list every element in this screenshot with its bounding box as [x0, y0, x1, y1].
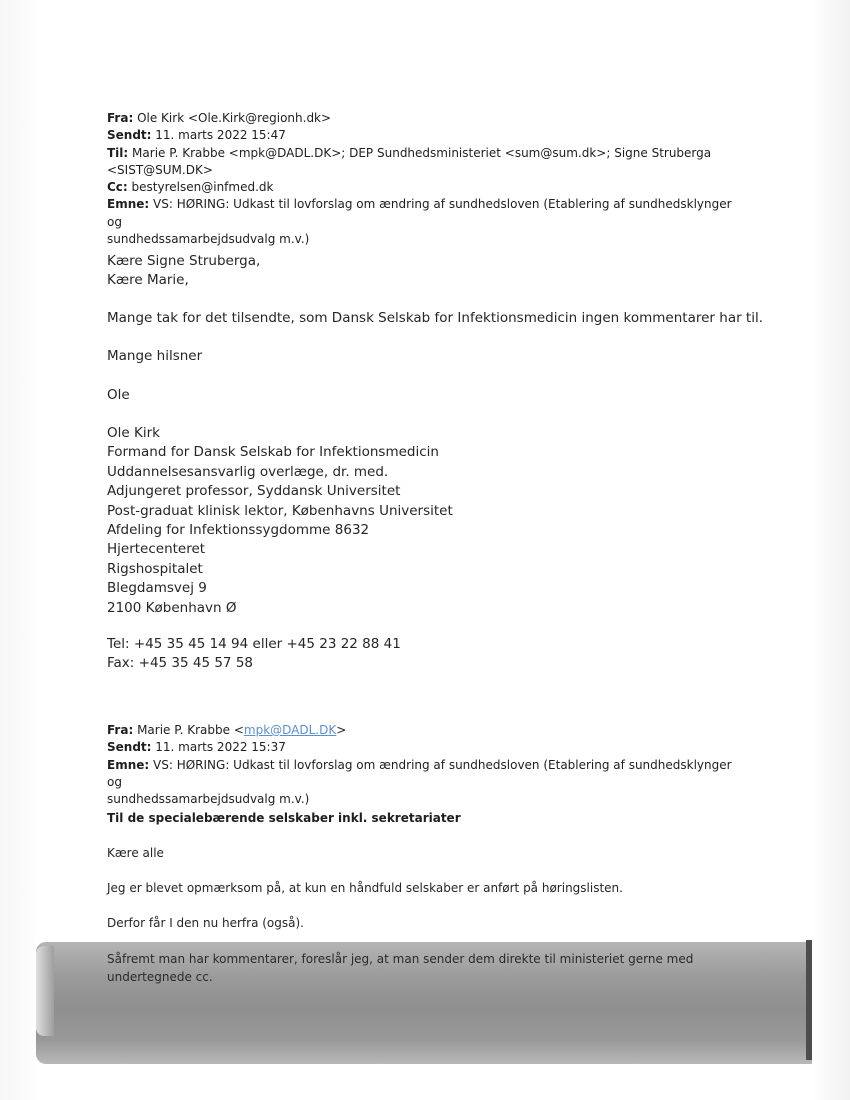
email2-subject-line2: sundhedssamarbejdsudvalg m.v.): [107, 792, 310, 807]
email1-to-line2: <SIST@SUM.DK>: [107, 162, 213, 177]
signature-line: Ole Kirk: [107, 425, 160, 441]
email2-paragraph-3: Såfremt man har kommentarer, foreslår jeg, at man sender dem direkte til ministeriet gerne med undertegnede cc.: [107, 952, 694, 984]
email2-sent-row: Sendt: 11. marts 2022 15:37: [107, 740, 286, 755]
email1-to-row: Til: Marie P. Krabbe <mpk@DADL.DK>; DEP Sundhedsministeriet <sum@sum.dk>; Signe Struberga: [107, 145, 712, 160]
contact-block: [107, 635, 747, 674]
signature-line: Afdeling for Infektionssygdomme 8632: [107, 522, 370, 539]
email2-header: [107, 722, 747, 808]
email2-from-row: Fra: Marie P. Krabbe <mpk@DADL.DK>: [107, 723, 347, 737]
email2-from-link[interactable]: mpk@DADL.DK: [243, 723, 337, 737]
fax-number: Fax: +45 35 45 57 58: [107, 655, 253, 672]
email1-sent: 11. marts 2022 15:47: [155, 128, 286, 143]
email2-greeting: Kære alle: [107, 846, 164, 860]
message-text: Mange tak for det tilsendte, som Dansk Selskab for Infektionsmedicin ingen kommentarer har til.: [107, 310, 764, 326]
email1-body: [107, 252, 747, 291]
scan-shadow-lip: [36, 946, 54, 1036]
email2-subject-row: Emne: VS: HØRING: Udkast til lovforslag om ændring af sundhedsloven (Etablering af sundhedsklynger og: [107, 757, 732, 789]
email1-cc: bestyrelsen@infmed.dk: [131, 180, 274, 195]
email1-cc-row: Cc: bestyrelsen@infmed.dk: [107, 180, 274, 195]
email1-from-row: Fra: Ole Kirk <Ole.Kirk@regionh.dk>: [107, 111, 332, 125]
email2-sent: 11. marts 2022 15:37: [155, 740, 286, 755]
greeting-1: Kære Signe Struberga,: [107, 253, 261, 269]
signature-line: Adjungeret professor, Syddansk Universitet: [107, 483, 401, 500]
scan-edge-right: [812, 0, 850, 1100]
signature-line: Rigshospitalet: [107, 560, 203, 577]
email1-from: Ole Kirk <Ole.Kirk@regionh.dk>: [137, 111, 332, 125]
email1-header: [107, 110, 747, 248]
email2-paragraph-2: Derfor får I den nu herfra (også).: [107, 916, 304, 930]
closing-text: Mange hilsner: [107, 348, 203, 364]
email2-paragraph-1: Jeg er blevet opmærksom på, at kun en håndfuld selskaber er anført på høringslisten.: [107, 881, 623, 895]
signature-line: Formand for Dansk Selskab for Infektionsmedicin: [107, 444, 439, 461]
signature-line: Hjertecenteret: [107, 541, 206, 558]
scan-edge-left: [0, 0, 36, 1100]
signature-line: Uddannelsesansvarlig overlæge, dr. med.: [107, 463, 389, 480]
email1-subject-line2: sundhedssamarbejdsudvalg m.v.): [107, 232, 310, 247]
email1-sent-row: Sendt: 11. marts 2022 15:47: [107, 128, 286, 143]
email2-heading: Til de specialebærende selskaber inkl. sekretariater: [107, 811, 461, 825]
email2-subject-line1: VS: HØRING: Udkast til lovforslag om ændring af sundhedsloven (Etablering af sundhedsklynger og: [107, 757, 732, 789]
signature-line: Blegdamsvej 9: [107, 580, 207, 597]
email1-to-line1: Marie P. Krabbe <mpk@DADL.DK>; DEP Sundhedsministeriet <sum@sum.dk>; Signe Struberga: [132, 145, 712, 160]
phone-number: Tel: +45 35 45 14 94 eller +45 23 22 88 41: [107, 636, 401, 652]
email1-subject-row: Emne: VS: HØRING: Udkast til lovforslag om ændring af sundhedsloven (Etablering af sundhedsklynger og: [107, 197, 732, 229]
email1-subject-line1: VS: HØRING: Udkast til lovforslag om ændring af sundhedsloven (Etablering af sundhedsklynger og: [107, 197, 732, 229]
sign-name: Ole: [107, 387, 130, 403]
greeting-2: Kære Marie,: [107, 272, 189, 289]
signature-line: Post-graduat klinisk lektor, Københavns Universitet: [107, 502, 453, 519]
signature-block: [107, 424, 747, 618]
scan-shadow-right-edge: [806, 940, 812, 1060]
signature-line: 2100 København Ø: [107, 599, 237, 616]
